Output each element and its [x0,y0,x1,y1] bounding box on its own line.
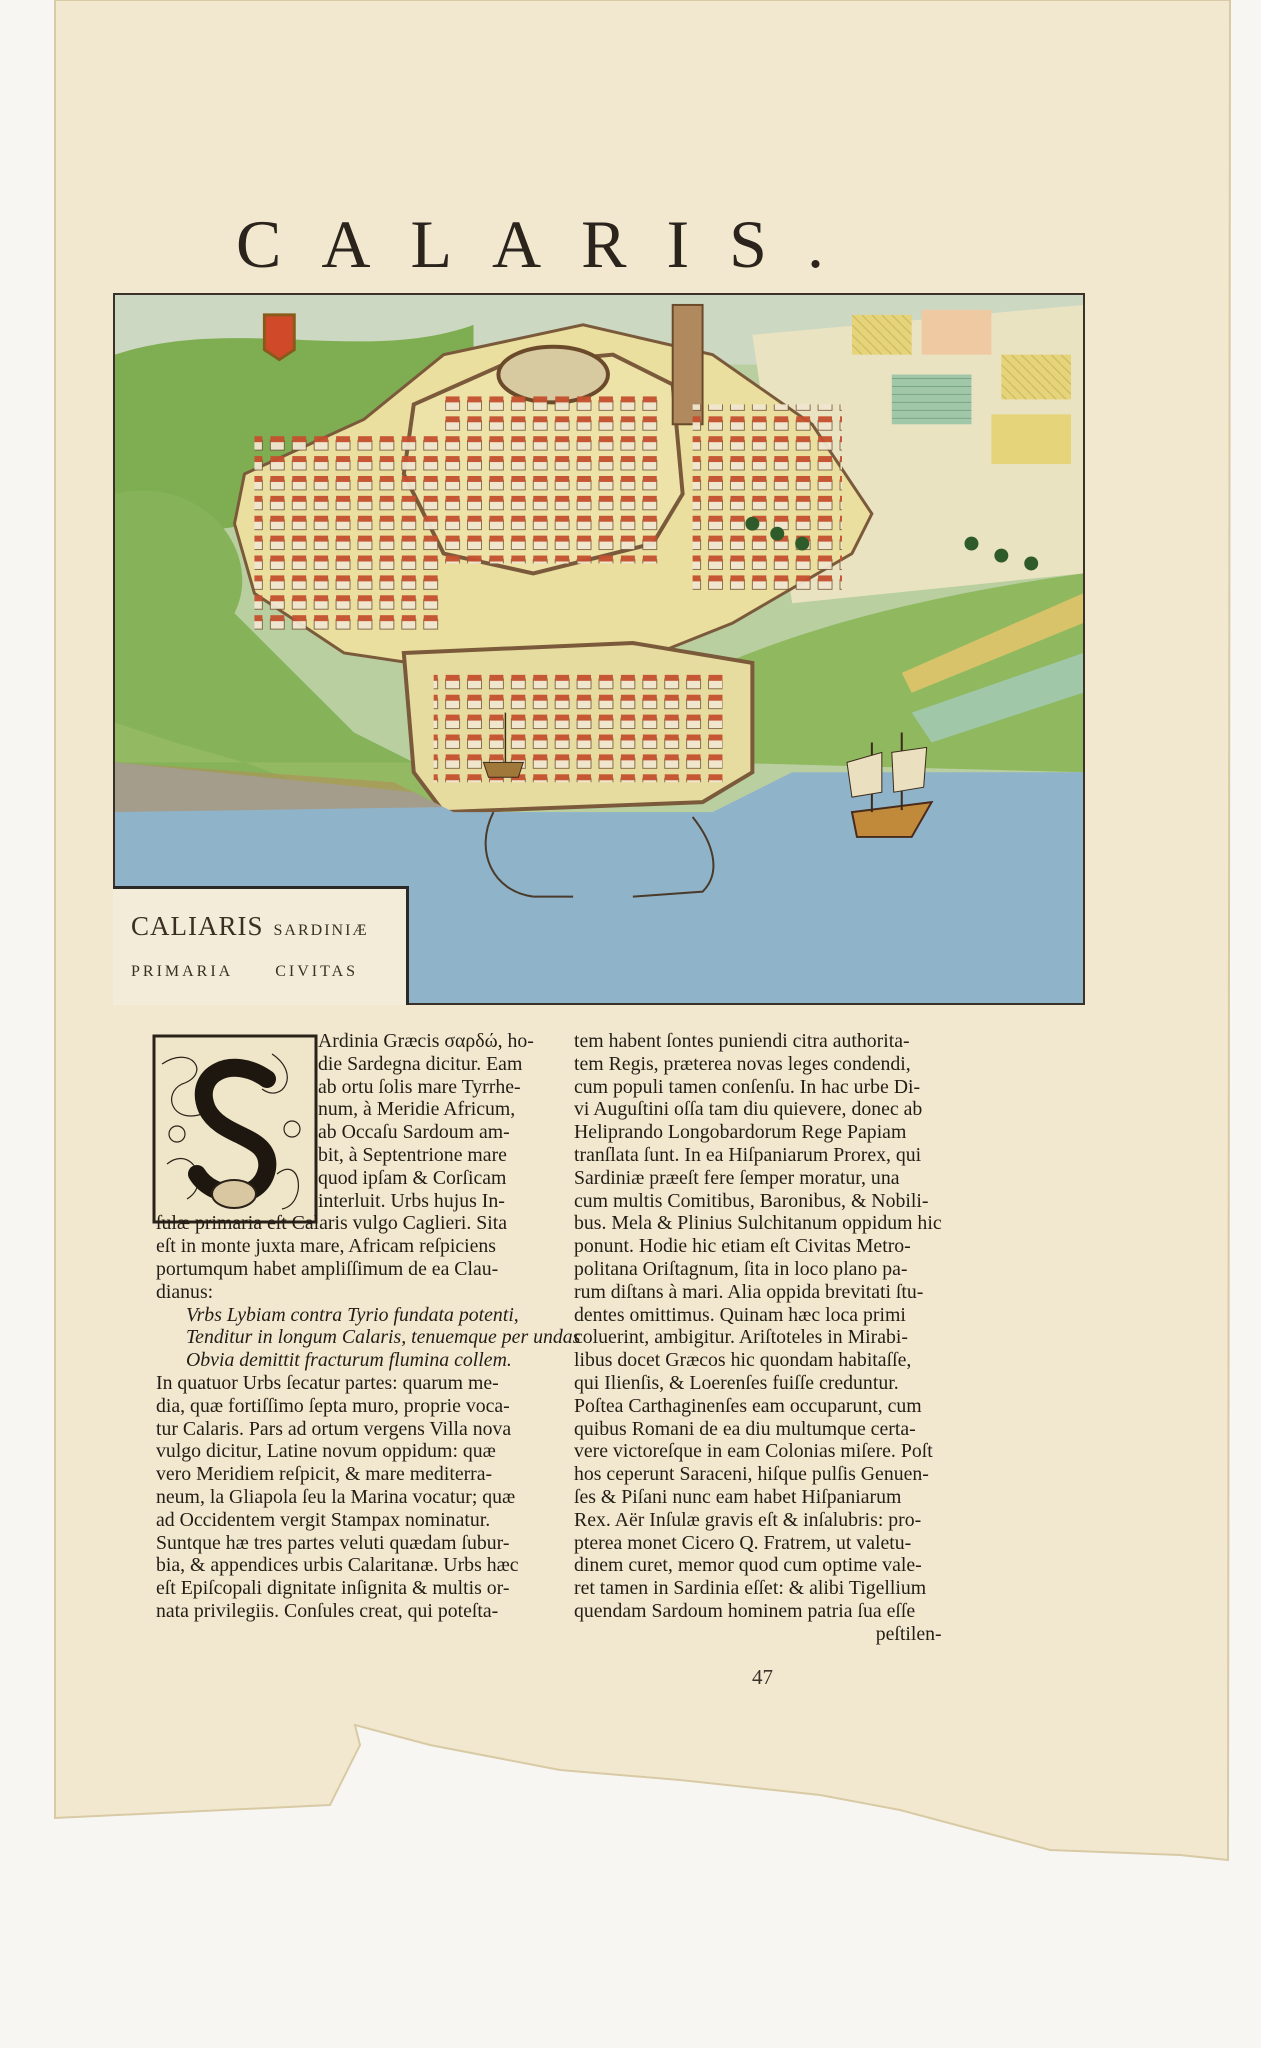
left-bottom-lines [156,1212,580,1622]
text-line: tranſlata ſunt. In ea Hiſpaniarum Prorex, qui [574,1143,922,1166]
text-line: vulgo dicitur, Latine novum oppidum: quæ [156,1440,496,1463]
page-number: 47 [752,1665,773,1689]
verse-line: Obvia demittit fracturum flumina collem. [186,1349,512,1372]
text-line: cum multis Comitibus, Baronibus, & Nobili- [574,1189,929,1212]
text-column-right [574,1030,942,1646]
text-line: pterea monet Cicero Q. Fratrem, ut valetu- [574,1531,912,1554]
text-line: eſt Epiſcopali dignitate inſignita & multis or- [156,1577,510,1600]
text-line: interluit. Urbs hujus In- [318,1189,505,1212]
text-line: quendam Sardoum hominem patria ſua eſſe [574,1599,916,1622]
text-line: quibus Romani de ea diu multumque certa- [574,1417,916,1440]
text-line: quod ipſam & Corſicam [318,1166,507,1189]
text-line: ad Occidentem vergit Stampax nominatur. [156,1508,491,1531]
cartouche-line2a: PRIMARIA [131,963,234,980]
text-line: Suntque hæ tres partes veluti quædam ſubur- [156,1531,510,1554]
text-line: qui Ilienſis, & Loerenſes fuiſſe creduntur. [574,1371,899,1394]
text-line: ret tamen in Sardinia eſſet: & alibi Tigellium [574,1577,927,1600]
text-line: coluerint, ambigitur. Ariſtoteles in Mirabi- [574,1326,909,1349]
text-line: ſulæ primaria eſt Calaris vulgo Caglieri. Sita [156,1212,508,1235]
catchword: peſtilen- [875,1622,942,1645]
cartouche-line-2 [131,963,358,981]
text-line: politana Oriſtagnum, ſita in loco plano pa- [574,1257,908,1280]
text-line: num, à Meridie Africum, [318,1098,516,1121]
text-line: Rex. Aër Inſulæ gravis eſt & inſalubris: pro- [574,1508,922,1531]
text-line: dentes omittimus. Quinam hæc loca primi [574,1303,906,1326]
text-line: Sardiniæ præeſt fere ſemper moratur, una [574,1166,900,1189]
text-line: bit, à Septentrione mare [318,1143,507,1166]
verse-line: Vrbs Lybiam contra Tyrio fundata potenti, [186,1303,519,1326]
text-column-left [156,1030,581,1622]
text-line: In quatuor Urbs ſecatur partes: quarum me- [156,1371,499,1394]
title-cartouche [113,886,409,1005]
left-top-lines [318,1030,534,1212]
text-line: ſes & Piſani nunc eam habet Hiſpaniarum [574,1485,902,1508]
text-line: neum, la Gliapola ſeu la Marina vocatur; quæ [156,1485,516,1508]
text-line: vi Auguſtini oſſa tam diu quievere, donec ab [574,1098,923,1121]
text-line: ab Occaſu Sardoum am- [318,1121,510,1144]
text-line: ab ortu ſolis mare Tyrrhe- [318,1075,521,1098]
text-line: dia, quæ fortiſſimo ſepta muro, proprie voca- [156,1394,510,1417]
cartouche-line2b: CIVITAS [275,963,359,980]
text-line: eſt in monte juxta mare, Africam reſpiciens [156,1235,497,1258]
text-line: Poſtea Carthaginenſes eam occuparunt, cum [574,1394,922,1417]
text-line: rum diſtans à mari. Alia oppida brevitati ſtu- [574,1280,924,1303]
text-line: dianus: [156,1280,214,1303]
text-line: bus. Mela & Plinius Sulchitanum oppidum hic [574,1212,942,1235]
text-line: vere victoreſque in eam Colonias miſere. Poſt [574,1440,933,1463]
text-line: tem habent ſontes puniendi citra authorita- [574,1030,910,1052]
text-line: cum populi tamen conſenſu. In hac urbe Di- [574,1075,921,1098]
verse-line: Tenditur in longum Calaris, tenuemque per undas [186,1326,581,1349]
text-line: tem Regis, præterea novas leges condendi, [574,1052,911,1075]
text-line: ponunt. Hodie hic etiam eſt Civitas Metro- [574,1235,911,1258]
text-line: Ardinia Græcis σαρδώ, ho- [318,1030,534,1052]
text-line: bia, & appendices urbis Calaritanæ. Urbs hæc [156,1554,519,1577]
text-line: die Sardegna dicitur. Eam [318,1052,523,1075]
text-line: Heliprando Longobardorum Rege Papiam [574,1121,907,1144]
cartouche-main-text: CALIARIS [131,911,264,941]
text-line: hos ceperunt Saraceni, hiſque pulſis Genuen- [574,1463,929,1486]
text-line: libus docet Græcos hic quondam habitaſſe, [574,1349,912,1372]
cartouche-line-1 [131,911,369,942]
cartouche-small-text: SARDINIÆ [273,922,369,939]
text-line: portumqum habet ampliſſimum de ea Clau- [156,1257,499,1280]
text-line: tur Calaris. Pars ad ortum vergens Villa nova [156,1417,512,1440]
decorated-initial-s-icon [152,1034,318,1224]
text-line: dinem curet, memor quod cum optime vale- [574,1554,922,1577]
text-line: vero Meridiem reſpicit, & mare mediterra- [156,1463,493,1486]
page-title: CALARIS. [236,206,864,282]
text-line: nata privilegiis. Conſules creat, qui poteſta- [156,1599,499,1622]
